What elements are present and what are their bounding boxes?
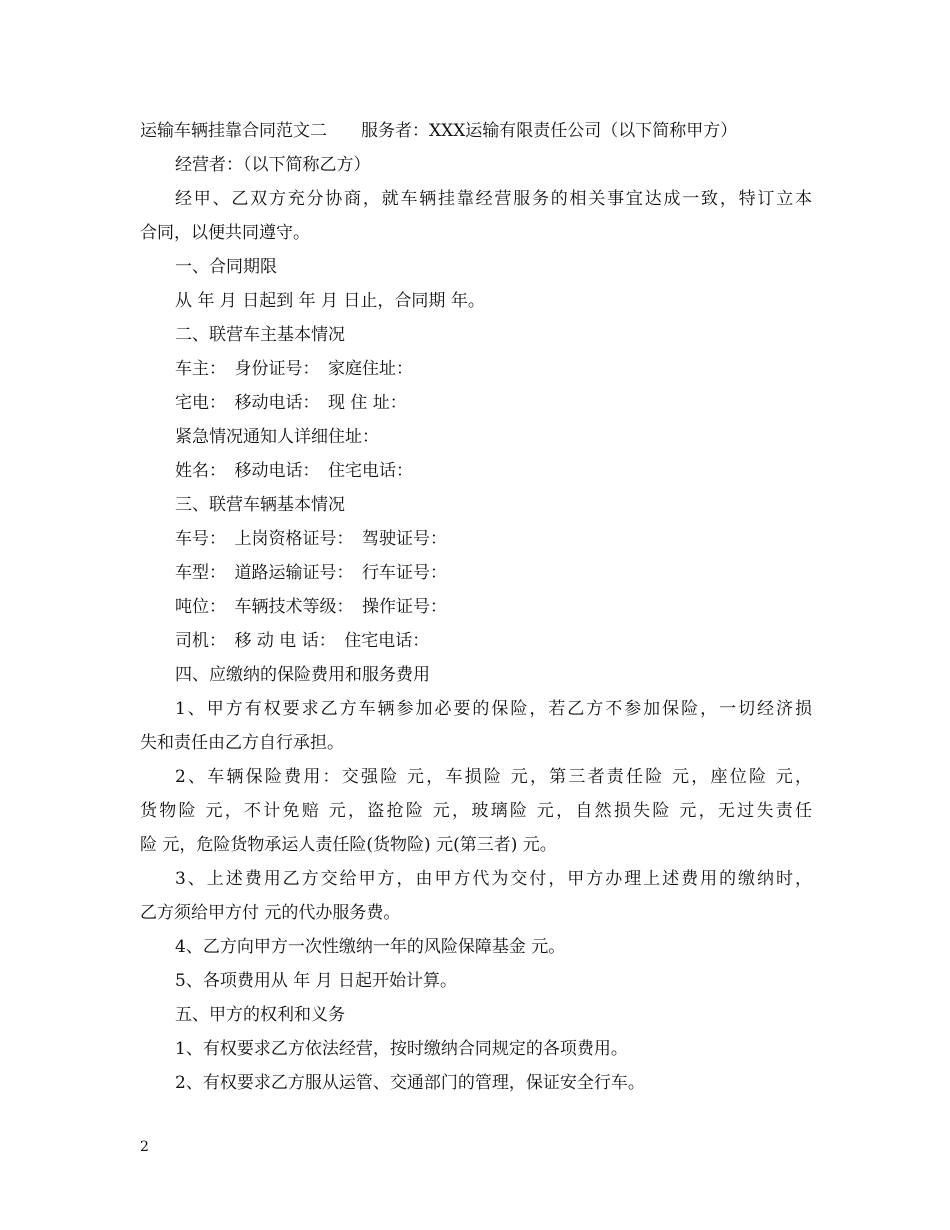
text-line: 1、甲方有权要求乙方车辆参加必要的保险，若乙方不参加保险，一切经济损 (175, 699, 812, 719)
section-heading: 二、联营车主基本情况 (175, 325, 345, 345)
text-line: 险 元，危险货物承运人责任险(货物险) 元(第三者) 元。 (140, 835, 557, 855)
text-line: 宅电： 移动电话： 现 住 址： (175, 393, 407, 413)
text-line: 姓名： 移动电话： 住宅电话： (175, 461, 413, 481)
text-line: 乙方须给甲方付 元的代办服务费。 (140, 903, 401, 923)
page-number: 2 (140, 1139, 149, 1155)
text-line: 司机： 移 动 电 话： 住宅电话： (175, 631, 430, 651)
text-line: 3、上述费用乙方交给甲方，由甲方代为交付，甲方办理上述费用的缴纳时， (175, 869, 812, 889)
text-line: 失和责任由乙方自行承担。 (140, 733, 344, 753)
text-line: 经营者：（以下简称乙方） (175, 155, 371, 175)
document-body (140, 114, 812, 1100)
text-line: 2、有权要求乙方服从运管、交通部门的管理，保证安全行车。 (175, 1073, 645, 1093)
text-line: 从 年 月 日起到 年 月 日止，合同期 年。 (175, 291, 485, 311)
text-line: 运输车辆挂靠合同范文二 服务者：XXX运输有限责任公司（以下简称甲方） (140, 121, 738, 141)
text-line: 吨位： 车辆技术等级： 操作证号： (175, 597, 447, 617)
text-line: 2、车辆保险费用：交强险 元，车损险 元，第三者责任险 元，座位险 元， (175, 767, 812, 787)
text-line: 5、各项费用从 年 月 日起开始计算。 (175, 971, 458, 991)
text-line: 4、乙方向甲方一次性缴纳一年的风险保障基金 元。 (175, 937, 566, 957)
section-heading: 四、应缴纳的保险费用和服务费用 (175, 665, 430, 685)
section-heading: 一、合同期限 (175, 257, 277, 277)
text-line: 1、有权要求乙方依法经营，按时缴纳合同规定的各项费用。 (175, 1039, 628, 1059)
section-heading: 三、联营车辆基本情况 (175, 495, 345, 515)
text-line: 经甲、乙双方充分协商，就车辆挂靠经营服务的相关事宜达成一致，特订立本 (175, 189, 812, 209)
text-line: 货物险 元，不计免赔 元，盗抢险 元，玻璃险 元，自然损失险 元，无过失责任 (140, 801, 812, 821)
text-line: 紧急情况通知人详细住址： (175, 427, 379, 447)
text-line: 车型： 道路运输证号： 行车证号： (175, 563, 447, 583)
text-line: 合同，以便共同遵守。 (140, 223, 310, 243)
section-heading: 五、甲方的权利和义务 (175, 1005, 345, 1025)
text-line: 车号： 上岗资格证号： 驾驶证号： (175, 529, 447, 549)
text-line: 车主： 身份证号： 家庭住址： (175, 359, 413, 379)
